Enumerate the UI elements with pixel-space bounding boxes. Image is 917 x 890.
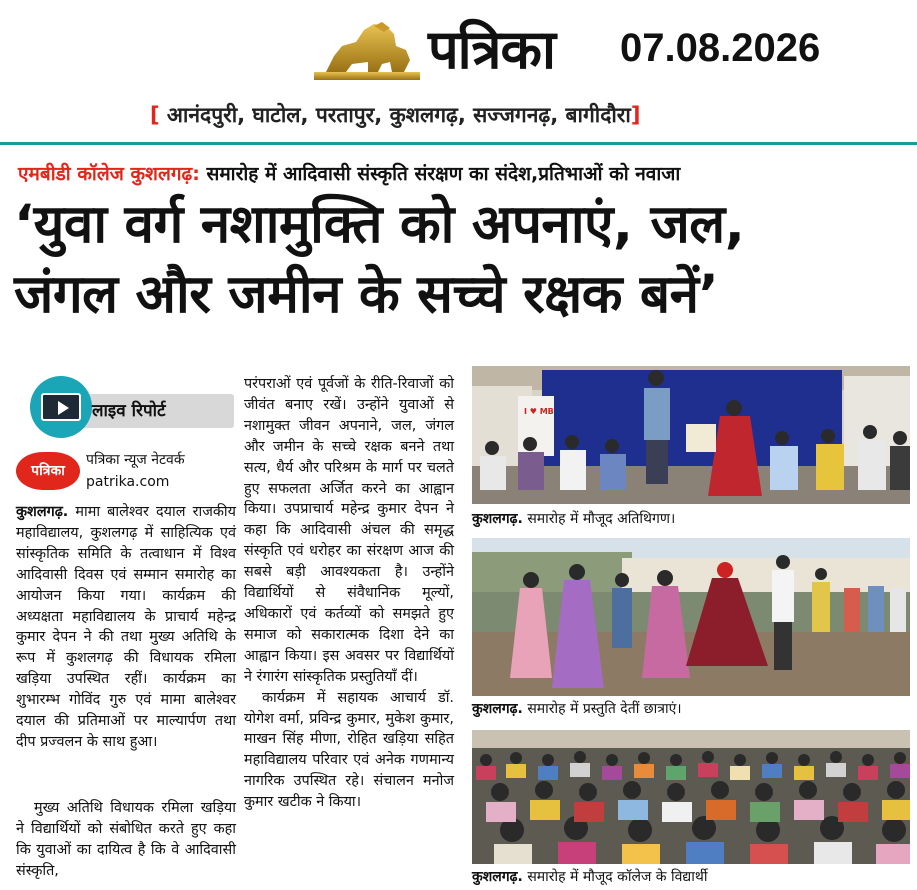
paragraph-2: मुख्य अतिथि विधायक रमिला खड़िया ने विद्यार्थियों को संबोधित करते हुए कहा कि युवाओं का दायित्व है कि वे आदिवासी संस्कृति, [16, 800, 236, 879]
caption-guests [472, 508, 912, 530]
kicker-text: समारोह में आदिवासी संस्कृति संरक्षण का संदेश,प्रतिभाओं को नवाजा [206, 163, 681, 185]
video-screen-icon [41, 393, 81, 421]
masthead [0, 0, 917, 127]
caption-1-place: कुशलगढ़. [472, 511, 523, 527]
caption-3-text: समारोह में मौजूद कॉलेज के विद्यार्थी [527, 869, 708, 885]
paragraph-3: परंपराओं एवं पूर्वजों के रीति-रिवाजों को जीवंत बनाए रखें। उन्होंने युवाओं से नशामुक्त जीवन अपनाने, जल, जंगल और जमीन के सच्चे रक्षक बनने तथा सत्य, धैर्य और परिश्रम के मार्ग पर चलते हुए सफलता अर्जित करने का आह्वान किया। उपप्राचार्य महेन्द्र कुमार देपन ने कहा कि आदिवासी अंचल की समृद्ध संस्कृति एवं धरोहर का संरक्षण आज की सबसे बड़ी आवश्यकता है। उन्होंने विद्यार्थियों से संवैधानिक मूल्यों, अधिकारों एवं कर्तव्यों को समझते हुए समाज को सकारात्मक दिशा देने का आह्वान किया। इस अवसर पर विद्यार्थियों ने रंगारंग सांस्कृतिक प्रस्तुतियाँ दीं। [244, 376, 454, 685]
patrika-badge-icon [16, 452, 80, 490]
towns-bracket-close: ] [630, 103, 641, 127]
issue-date: 07.08.2026 [620, 26, 821, 70]
headline-line-2: जंगल और जमीन के सच्चे रक्षक बनें’ [14, 264, 719, 325]
dateline: कुशलगढ़. [16, 504, 69, 520]
article-column-2 [244, 374, 454, 813]
kicker [18, 160, 680, 188]
live-report-text: लाइव रिपोर्ट [92, 401, 166, 421]
photo-guests [472, 366, 910, 504]
towns-list: आनंदपुरी, घाटोल, परतापुर, कुशलगढ़, सज्जगनढ़, बागीदौरा [166, 103, 631, 127]
caption-students [472, 866, 912, 888]
live-report-label [16, 376, 236, 432]
photo-banner-text: I ♥ MB [524, 407, 554, 416]
play-video-icon [30, 376, 92, 438]
header-divider [0, 142, 917, 145]
towns-bracket-open: [ [150, 103, 160, 127]
paragraph-4: कार्यक्रम में सहायक आचार्य डॉ. योगेश वर्मा, प्रविन्द्र कुमार, मुकेश कुमार, माखन सिंह मीणा, रोहित खड़िया सहित महाविद्यालय परिवार एवं अनेक गणमान्य नागरिक उपस्थित रहे। संचालन मनोज कुमार खटीक ने किया। [244, 689, 454, 811]
headline-line-1: ‘युवा वर्ग नशामुक्ति को अपनाएं, जल, [14, 194, 745, 255]
headline [14, 190, 914, 330]
byline-site: patrika.com [86, 474, 170, 490]
caption-3-place: कुशलगढ़. [472, 869, 523, 885]
byline-name: पत्रिका न्यूज नेटवर्क [86, 452, 185, 468]
caption-dance [472, 698, 912, 720]
byline [16, 448, 236, 496]
play-triangle-icon [58, 401, 69, 415]
edition-towns [150, 98, 640, 132]
caption-1-text: समारोह में मौजूद अतिथिगण। [527, 511, 676, 527]
lion-logo-icon [312, 16, 422, 82]
article-column-1 [16, 366, 237, 886]
photo-dance-performance [472, 538, 910, 696]
paragraph-1 [16, 502, 236, 753]
brand-title: पत्रिका [428, 17, 555, 81]
caption-2-place: कुशलगढ़. [472, 701, 523, 717]
caption-2-text: समारोह में प्रस्तुति देतीं छात्राएं। [527, 701, 682, 717]
paragraph-1-text: मामा बालेश्वर दयाल राजकीय महाविद्यालय, कुशलगढ़ में साहित्यिक एवं सांस्कृतिक समिति के तत्वाधान में विश्व आदिवासी दिवस एवं सम्मान समारोह का आयोजन किया गया। कार्यक्रम की अध्यक्षता महाविद्यालय के प्राचार्य महेन्द्र कुमार देपन ने की तथा मुख्य अतिथि के रूप में कुशलगढ़ की विधायक रमिला खड़िया उपस्थित रहीं। कार्यक्रम का शुभारम्भ गोविंद गुरु एवं मामा बालेश्वर दयाल की प्रतिमाओं पर माल्यार्पण तथा दीप प्रज्वलन के साथ हुआ। [16, 504, 237, 750]
photo-students-audience [472, 730, 910, 864]
badge-text: पत्रिका [31, 463, 65, 479]
kicker-place: एमबीडी कॉलेज कुशलगढ़: [18, 163, 200, 185]
